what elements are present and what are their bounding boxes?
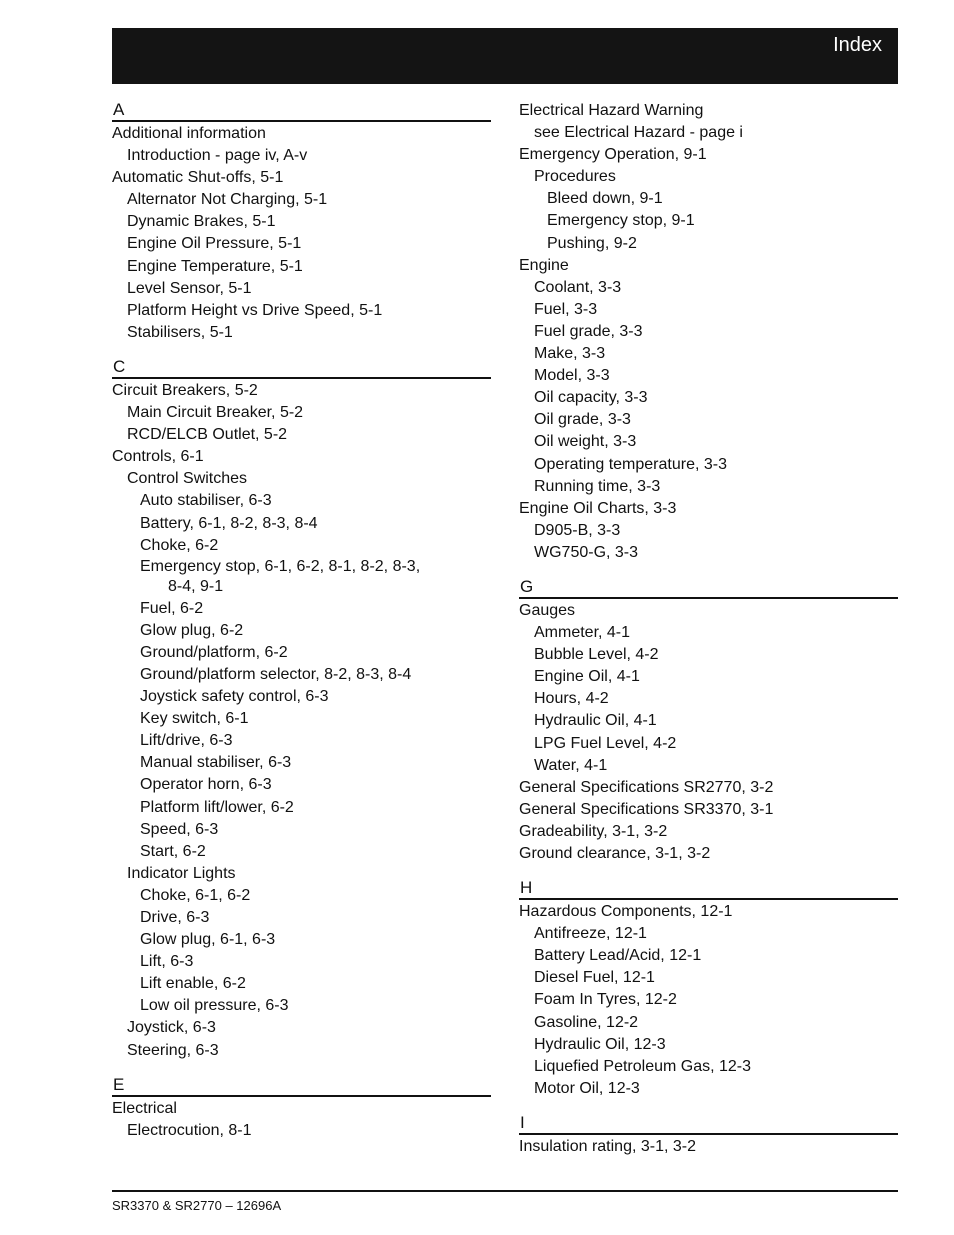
- index-entry-text: Control Switches: [127, 470, 248, 488]
- index-entry-text: Engine Temperature, 5-1: [127, 257, 303, 275]
- index-entry-text: Battery, 6-1, 8-2, 8-3, 8-4: [140, 514, 318, 532]
- index-entry: [112, 973, 491, 995]
- index-entry: [112, 885, 491, 907]
- index-entry-text: Oil weight, 3-3: [534, 433, 637, 451]
- index-entry: [112, 708, 491, 730]
- index-entry: [519, 777, 898, 799]
- index-entry: [112, 841, 491, 863]
- index-entry-text: Fuel grade, 3-3: [534, 322, 643, 340]
- index-entry-text: Fuel, 6-2: [140, 599, 204, 617]
- index-entry-text: Hours, 4-2: [534, 690, 609, 708]
- index-entry: [112, 1120, 491, 1142]
- index-entry-text: General Specifications SR2770, 3-2: [519, 778, 774, 796]
- index-entry: [519, 799, 898, 821]
- index-entry: [519, 431, 898, 453]
- index-entry: [519, 1034, 898, 1056]
- index-entry-text: Automatic Shut-offs, 5-1: [112, 169, 284, 187]
- index-entry-text: Foam In Tyres, 12-2: [534, 991, 677, 1009]
- index-entry: [112, 233, 491, 255]
- page-title: Index: [833, 34, 882, 56]
- index-entry-text: Battery Lead/Acid, 12-1: [534, 947, 702, 965]
- index-section: [519, 99, 898, 564]
- index-entry-text: RCD/ELCB Outlet, 5-2: [127, 426, 288, 444]
- index-entry-text: Ammeter, 4-1: [534, 624, 631, 642]
- index-entry-text: Engine Oil, 4-1: [534, 668, 640, 686]
- index-entry: [519, 600, 898, 622]
- index-entry-text: Engine Oil Charts, 3-3: [519, 499, 677, 517]
- index-entry-text: Lift/drive, 6-3: [140, 732, 233, 750]
- index-entry-text: Start, 6-2: [140, 842, 206, 860]
- index-column-right: [519, 99, 898, 1170]
- index-entry: [519, 1056, 898, 1078]
- index-entry: [112, 951, 491, 973]
- index-entry-text: Electrical: [112, 1099, 177, 1117]
- index-entry: [519, 122, 898, 144]
- index-entry: [112, 446, 491, 468]
- index-entry: [519, 644, 898, 666]
- index-entry-text: Antifreeze, 12-1: [534, 925, 647, 943]
- index-entry: [112, 995, 491, 1017]
- index-entry: [112, 256, 491, 278]
- index-entry-text: Alternator Not Charging, 5-1: [127, 191, 328, 209]
- index-entry-text: Platform lift/lower, 6-2: [140, 798, 294, 816]
- index-entry-text: Ground/platform selector, 8-2, 8-3, 8-4: [140, 665, 412, 683]
- index-entry-text: Hydraulic Oil, 4-1: [534, 712, 657, 730]
- index-entry: [519, 277, 898, 299]
- index-entry: [112, 598, 491, 620]
- index-entry: [519, 1078, 898, 1100]
- index-entry-text: Lift enable, 6-2: [140, 975, 246, 993]
- index-entry-text: Motor Oil, 12-3: [534, 1079, 640, 1097]
- index-entry: [112, 1040, 491, 1062]
- index-entry-text: Lift, 6-3: [140, 953, 194, 971]
- section-letter: I: [519, 1112, 898, 1135]
- index-entry: [519, 1136, 898, 1158]
- index-entry-text: Running time, 3-3: [534, 477, 661, 495]
- index-entry-text: Insulation rating, 3-1, 3-2: [519, 1137, 696, 1155]
- index-entry: [112, 145, 491, 167]
- index-entry-text: Circuit Breakers, 5-2: [112, 381, 258, 399]
- index-entry: [519, 843, 898, 865]
- index-entry-text: Controls, 6-1: [112, 448, 204, 466]
- index-entry: [519, 542, 898, 564]
- index-entry: [519, 967, 898, 989]
- index-entry-text: WG750-G, 3-3: [534, 543, 639, 561]
- index-entry-text: D905-B, 3-3: [534, 521, 621, 539]
- index-entry-text: Procedures: [534, 168, 616, 186]
- index-entry: [112, 380, 491, 402]
- index-entry-text: Bubble Level, 4-2: [534, 646, 659, 664]
- index-section: [112, 122, 491, 344]
- index-entry: [519, 321, 898, 343]
- section-letter: G: [519, 576, 898, 599]
- index-entry-text: Oil grade, 3-3: [534, 411, 631, 429]
- index-entry-text: Steering, 6-3: [127, 1041, 219, 1059]
- index-entry: [112, 664, 491, 686]
- index-section: [519, 1135, 898, 1158]
- index-entry-text: Ground clearance, 3-1, 3-2: [519, 845, 711, 862]
- index-entry-text: Fuel, 3-3: [534, 300, 598, 318]
- index-entry: [112, 300, 491, 322]
- section-letter: C: [112, 356, 491, 379]
- index-entry: [519, 945, 898, 967]
- index-entry: [519, 476, 898, 498]
- index-entry-text: Additional information: [112, 125, 266, 142]
- index-entry-text: Gasoline, 12-2: [534, 1013, 639, 1031]
- index-entry: [112, 907, 491, 929]
- index-entry-text: Stabilisers, 5-1: [127, 323, 233, 341]
- index-entry-text: LPG Fuel Level, 4-2: [534, 734, 677, 752]
- index-entry: [112, 322, 491, 344]
- index-entry: [112, 167, 491, 189]
- index-entry-text: Hazardous Components, 12-1: [519, 903, 733, 921]
- index-entry-text: Choke, 6-1, 6-2: [140, 886, 251, 904]
- index-entry: [519, 989, 898, 1011]
- index-entry-text: Main Circuit Breaker, 5-2: [127, 404, 304, 422]
- index-entry-text: Choke, 6-2: [140, 536, 219, 554]
- index-entry: [112, 730, 491, 752]
- index-entry-text: Make, 3-3: [534, 345, 606, 363]
- index-entry: [519, 100, 898, 122]
- index-entry: [519, 409, 898, 431]
- index-entry: [519, 210, 898, 232]
- footer-divider: [112, 1190, 898, 1192]
- index-entry-text: Key switch, 6-1: [140, 710, 249, 728]
- index-entry: [519, 144, 898, 166]
- index-entry-text: Pushing, 9-2: [547, 234, 637, 252]
- index-entry-text: Model, 3-3: [534, 367, 610, 385]
- index-entry: [519, 622, 898, 644]
- index-entry: [112, 863, 491, 885]
- index-entry-text: Bleed down, 9-1: [547, 190, 663, 208]
- index-entry: [112, 468, 491, 490]
- index-entry-text: Emergency Operation, 9-1: [519, 146, 707, 164]
- index-entry: [112, 535, 491, 557]
- index-entry: [519, 188, 898, 210]
- section-letter: H: [519, 877, 898, 900]
- index-entry: [112, 774, 491, 796]
- index-section: [519, 599, 898, 865]
- index-entry: [519, 498, 898, 520]
- index-entry-text: Low oil pressure, 6-3: [140, 997, 289, 1015]
- index-entry: [519, 387, 898, 409]
- index-entry: [112, 819, 491, 841]
- index-entry: [112, 513, 491, 535]
- index-entry: [112, 642, 491, 664]
- index-entry-text: Liquefied Petroleum Gas, 12-3: [534, 1057, 752, 1075]
- index-section: [112, 379, 491, 1062]
- index-entry-text: Emergency stop, 6-1, 6-2, 8-1, 8-2, 8-3,: [140, 557, 421, 575]
- index-entry-text: Indicator Lights: [127, 864, 236, 882]
- index-entry: [112, 1098, 491, 1120]
- index-entry-text: Engine Oil Pressure, 5-1: [127, 235, 302, 253]
- index-entry-text: Electrocution, 8-1: [127, 1121, 252, 1139]
- index-entry: [519, 901, 898, 923]
- index-entry: [112, 490, 491, 512]
- index-entry-text: Speed, 6-3: [140, 820, 219, 838]
- header-bar: [112, 28, 898, 84]
- index-entry-text: Dynamic Brakes, 5-1: [127, 213, 276, 231]
- index-entry: [112, 797, 491, 819]
- index-entry: [112, 211, 491, 233]
- index-entry: [112, 752, 491, 774]
- index-entry: [519, 520, 898, 542]
- index-section: [112, 1097, 491, 1142]
- index-entry: [112, 402, 491, 424]
- index-section: [519, 900, 898, 1100]
- index-entry: [112, 424, 491, 446]
- index-entry: [519, 1012, 898, 1034]
- index-entry-text: Operator horn, 6-3: [140, 776, 272, 794]
- index-entry-text: Engine: [519, 256, 569, 274]
- index-entry: [519, 166, 898, 188]
- index-entry-text: Electrical Hazard Warning: [519, 102, 704, 119]
- index-entry: [112, 557, 491, 598]
- section-letter: E: [112, 1074, 491, 1097]
- index-entry: [519, 688, 898, 710]
- index-entry-text: Water, 4-1: [534, 756, 608, 774]
- index-entry: [112, 686, 491, 708]
- index-entry: [519, 710, 898, 732]
- index-entry-text: Diesel Fuel, 12-1: [534, 969, 655, 987]
- index-entry-text: Gradeability, 3-1, 3-2: [519, 822, 668, 840]
- index-entry: [112, 123, 491, 145]
- index-entry-text: Joystick safety control, 6-3: [140, 688, 329, 706]
- index-entry-text: Auto stabiliser, 6-3: [140, 492, 272, 510]
- index-entry-text: Operating temperature, 3-3: [534, 455, 727, 473]
- index-entry: [519, 454, 898, 476]
- index-entry: [519, 666, 898, 688]
- index-entry: [519, 233, 898, 255]
- index-entry: [519, 365, 898, 387]
- index-entry: [112, 620, 491, 642]
- index-entry: [519, 343, 898, 365]
- index-entry-text: General Specifications SR3370, 3-1: [519, 800, 774, 818]
- index-entry: [112, 929, 491, 951]
- index-entry-text: Emergency stop, 9-1: [547, 212, 695, 230]
- section-letter: A: [112, 99, 491, 122]
- index-entry-text: Drive, 6-3: [140, 909, 210, 926]
- index-entry: [112, 1017, 491, 1039]
- index-entry-text: Hydraulic Oil, 12-3: [534, 1035, 666, 1053]
- index-entry-text: see Electrical Hazard - page i: [534, 124, 743, 142]
- index-entry: [519, 923, 898, 945]
- index-entry-text: Level Sensor, 5-1: [127, 279, 252, 297]
- index-entry-continuation: 8-4, 9-1: [168, 577, 224, 595]
- index-entry-text: Glow plug, 6-2: [140, 621, 244, 639]
- index-entry-text: Oil capacity, 3-3: [534, 389, 648, 407]
- index-column-left: [112, 99, 491, 1154]
- index-entry: [112, 189, 491, 211]
- index-entry-text: Introduction - page iv, A-v: [127, 147, 308, 165]
- index-entry: [519, 255, 898, 277]
- index-entry-text: Platform Height vs Drive Speed, 5-1: [127, 301, 383, 319]
- index-entry-text: Glow plug, 6-1, 6-3: [140, 931, 276, 949]
- index-entry-text: Coolant, 3-3: [534, 278, 622, 296]
- index-entry: [112, 278, 491, 300]
- index-entry: [519, 821, 898, 843]
- index-entry: [519, 733, 898, 755]
- footer-document-code: SR3370 & SR2770 – 12696A: [112, 1198, 282, 1213]
- index-entry-text: Ground/platform, 6-2: [140, 643, 288, 661]
- index-entry-text: Joystick, 6-3: [127, 1019, 216, 1037]
- index-entry-text: Manual stabiliser, 6-3: [140, 754, 292, 772]
- index-entry: [519, 755, 898, 777]
- index-entry: [519, 299, 898, 321]
- index-entry-text: Gauges: [519, 601, 576, 619]
